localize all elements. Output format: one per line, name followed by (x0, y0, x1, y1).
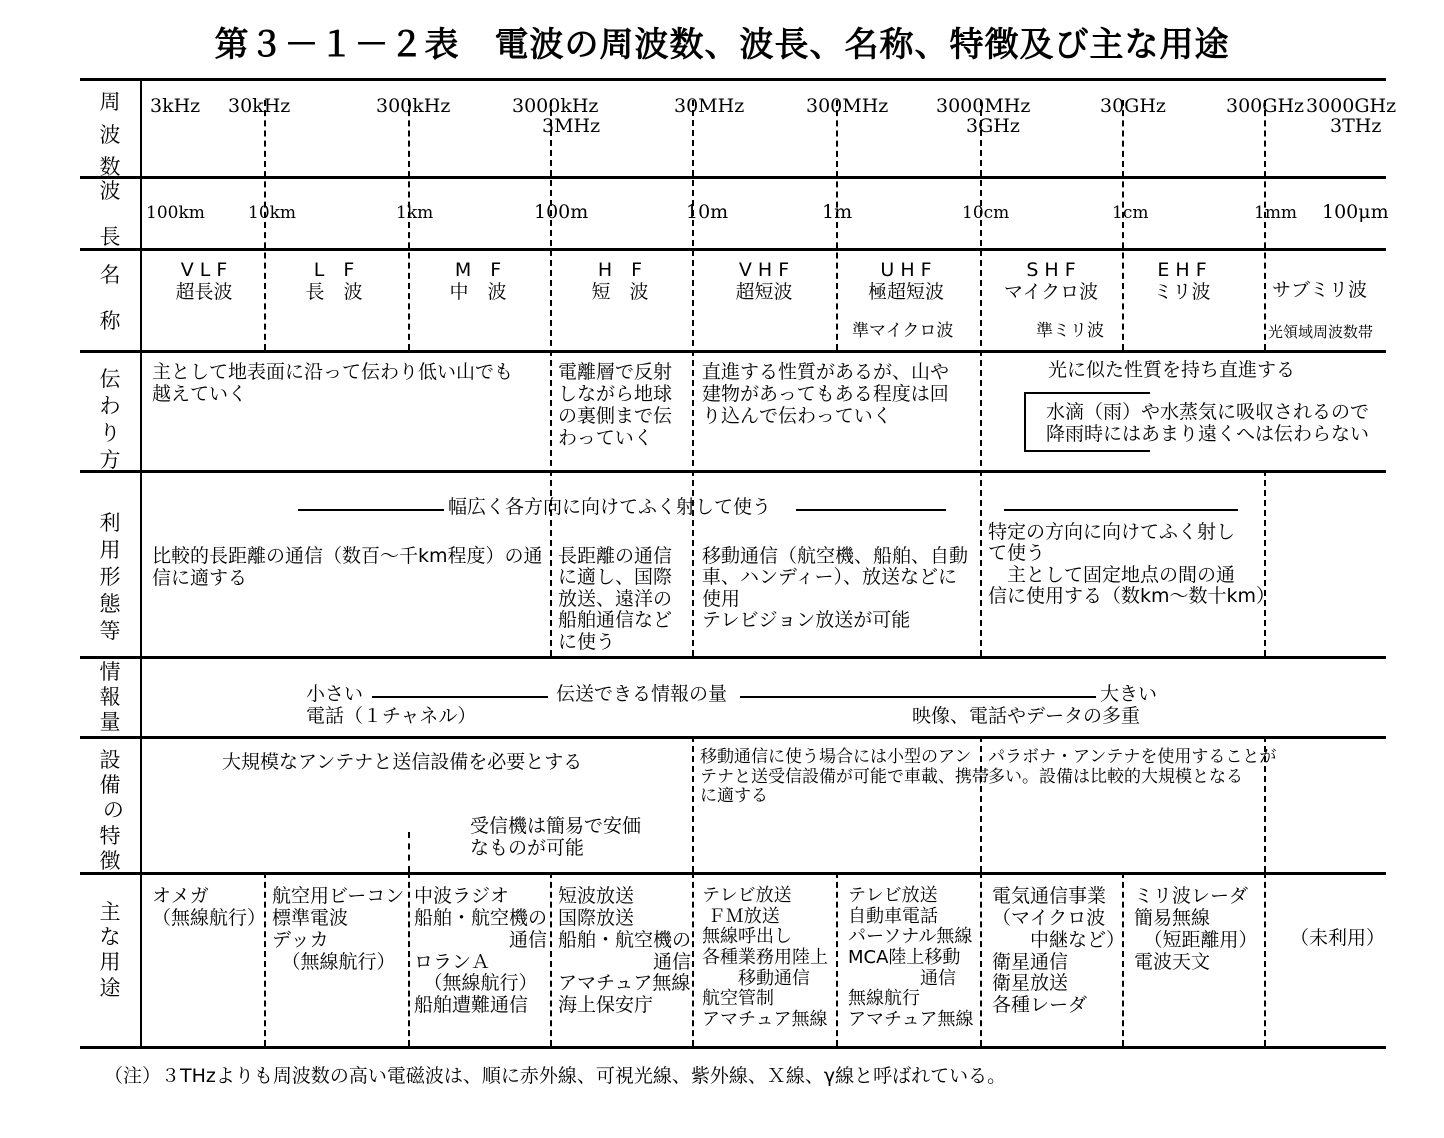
uses-divider-6 (980, 872, 982, 1046)
uses-lf: 航空用ビーコン 標準電波 デッカ （無線航行） (272, 885, 405, 973)
uses-divider-5 (836, 872, 838, 1046)
row-label-uses: 主 な 用 途 (99, 900, 121, 1000)
quasi-millimeter-label: 準ミリ波 (1036, 321, 1104, 341)
equip-parabola: パラボナ・アンテナを使用することが 多い。設備は比較的大規模となる (988, 747, 1277, 787)
freq-3khz: 3kHz (150, 95, 201, 117)
uses-divider-4 (692, 872, 694, 1046)
band-name-ehf: E H F ミリ波 (1153, 259, 1211, 303)
uses-vlf: オメガ （無線航行） (152, 885, 267, 929)
uses-ehf: ミリ波レーダ 簡易無線 （短距離用） 電波天文 (1134, 885, 1258, 973)
table-top-border (80, 78, 1386, 81)
band-divider-5 (836, 100, 838, 350)
freq-3mhz: 3MHz (542, 115, 601, 137)
info-line-right (740, 696, 1096, 698)
wave-100m: 100m (534, 201, 589, 223)
row-label-wavelength: 波 長 (99, 179, 121, 250)
wave-1cm: 1cm (1112, 203, 1149, 223)
wave-100um: 100μm (1322, 201, 1389, 223)
band-name-hf: H F 短 波 (591, 259, 649, 303)
equip-large-antenna: 大規模なアンテナと送信設備を必要とする (222, 751, 583, 773)
wave-10km: 10km (248, 203, 297, 223)
row-label-usage: 利 用 形 態 等 (99, 511, 121, 643)
band-divider-3 (550, 100, 552, 656)
info-multiplex: 映像、電話やデータの多重 (912, 705, 1141, 727)
row-label-frequency: 周 波 数 (99, 90, 121, 180)
page-title: 第３－１－２表 電波の周波数、波長、名称、特徴及び主な用途 (214, 25, 1230, 65)
band-name-uhf: U H F 極超短波 (867, 259, 944, 303)
prop-hf: 電離層で反射 しながら地球 の裏側まで伝 わっていく (558, 361, 673, 449)
divider-freq-wave (80, 176, 1386, 179)
wave-100km: 100km (146, 203, 205, 223)
wave-1mm: 1mm (1254, 203, 1298, 223)
row-label-info: 情 報 量 (99, 660, 121, 735)
freq-3000ghz: 3000GHz (1306, 95, 1397, 117)
optical-band-label: 光領域周波数帯 (1268, 323, 1374, 341)
divider-info-equip (80, 736, 1386, 739)
row-label-equipment: 設 備 の 特 徴 (99, 748, 124, 873)
uses-submm: （未利用） (1290, 927, 1386, 949)
band-divider-6 (980, 100, 982, 656)
freq-3000mhz: 3000MHz (936, 95, 1031, 117)
freq-30khz: 30kHz (228, 95, 291, 117)
freq-300khz: 300kHz (376, 95, 451, 117)
uses-uhf: テレビ放送 自動車電話 パーソナル無線 MCA陸上移動 通信 無線航行 アマチュア無線 (848, 885, 974, 1031)
freq-300ghz: 300GHz (1226, 95, 1305, 117)
prop-vlf-mf: 主として地表面に沿って伝わり低い山でも 越えていく (152, 361, 514, 405)
usage-broad-radiation: 幅広く各方向に向けてふく射して使う (448, 496, 772, 518)
band-name-vlf: V L F 超長波 (175, 259, 233, 303)
uses-divider-2 (408, 872, 410, 1046)
wave-10m: 10m (686, 201, 729, 223)
footnote: （注）３THzよりも周波数の高い電磁波は、順に赤外線、可視光線、紫外線、Ｘ線、γ線と呼ばれている。 (104, 1065, 1007, 1087)
uses-vhf: テレビ放送 ＦＭ放送 無線呼出し 各種業務用陸上 移動通信 航空管制 アマチュア無線 (702, 885, 828, 1031)
usage-vlf-mf: 比較的長距離の通信（数百～千km程度）の通 信に適する (152, 545, 543, 589)
band-name-lf: L F 長 波 (305, 259, 363, 303)
band-divider-2 (408, 100, 410, 350)
divider-equip-uses (80, 872, 1386, 875)
uses-mf: 中波ラジオ 船舶・航空機の 通信 ロランＡ （無線航行） 船舶遭難通信 (414, 885, 548, 1017)
directed-line (1004, 509, 1238, 511)
prop-rain-note: 水滴（雨）や水蒸気に吸収されるので 降雨時にはあまり遠くへは伝わらない (1046, 401, 1370, 445)
uses-divider-3 (550, 872, 552, 1046)
wave-10cm: 10cm (962, 203, 1010, 223)
band-divider-1 (264, 100, 266, 350)
band-name-shf: S H F マイクロ波 (1003, 259, 1099, 303)
prop-vhf-uhf: 直進する性質があるが、山や 建物があってもある程度は回 り込んで伝わっていく (702, 361, 950, 427)
uses-hf: 短波放送 国際放送 船舶・航空機の 通信 アマチュア無線 海上保安庁 (558, 885, 692, 1017)
info-phone-channel: 電話（１チャネル） (306, 705, 477, 727)
band-name-mf: M F 中 波 (449, 259, 507, 303)
row-label-propagation: 伝 わ り 方 (99, 367, 121, 472)
freq-30ghz: 30GHz (1100, 95, 1166, 117)
divider-name-prop (80, 350, 1386, 353)
wave-1km: 1km (396, 203, 434, 223)
divider-prop-usage (80, 470, 1386, 473)
info-small: 小さい (306, 683, 364, 705)
label-column-border (140, 78, 142, 1046)
equip-receiver: 受信機は簡易で安価 なものが可能 (470, 815, 642, 859)
freq-3thz: 3THz (1330, 115, 1382, 137)
wave-1m: 1m (822, 201, 853, 223)
table-bottom-border (80, 1046, 1386, 1049)
quasi-microwave-label: 準マイクロ波 (852, 321, 954, 341)
freq-3ghz: 3GHz (966, 115, 1020, 137)
broad-line-right (796, 509, 946, 511)
equip-mobile: 移動通信に使う場合には小型のアン テナと送受信設備が可能で車載、携帯 に適する (700, 747, 989, 807)
uses-shf: 電気通信事業 （マイクロ波 中継など） 衛星通信 衛星放送 各種レーダ (992, 885, 1126, 1017)
usage-hf: 長距離の通信 に適し、国際 放送、遠洋の 船舶通信など に使う (558, 545, 673, 653)
band-divider-7 (1122, 100, 1124, 350)
info-amount: 伝送できる情報の量 (556, 683, 728, 705)
band-name-vhf: V H F 超短波 (735, 259, 793, 303)
divider-usage-info (80, 656, 1386, 659)
freq-300mhz: 300MHz (806, 95, 889, 117)
band-name-submm: サブミリ波 (1272, 279, 1368, 301)
band-divider-8 (1264, 100, 1266, 350)
usage-shf-ehf: 特定の方向に向けてふく射し て使う 主として固定地点の間の通 信に使用する（数km～数十km） (988, 521, 1276, 608)
info-line-left (372, 696, 548, 698)
freq-3000khz: 3000kHz (512, 95, 599, 117)
equip-divider-1 (408, 832, 410, 872)
freq-30mhz: 30MHz (674, 95, 745, 117)
row-label-name: 名 称 (99, 263, 121, 334)
uses-divider-8 (1264, 872, 1266, 1046)
divider-wave-name (80, 248, 1386, 251)
usage-vhf-uhf: 移動通信（航空機、船舶、自動 車、ハンディー）、放送などに 使用 テレビジョン放送が可能 (702, 545, 969, 632)
equip-divider-2 (692, 736, 694, 872)
info-large: 大きい (1100, 683, 1158, 705)
prop-shf-up: 光に似た性質を持ち直進する (1048, 359, 1296, 381)
broad-line-left (298, 509, 444, 511)
band-divider-4 (692, 100, 694, 656)
